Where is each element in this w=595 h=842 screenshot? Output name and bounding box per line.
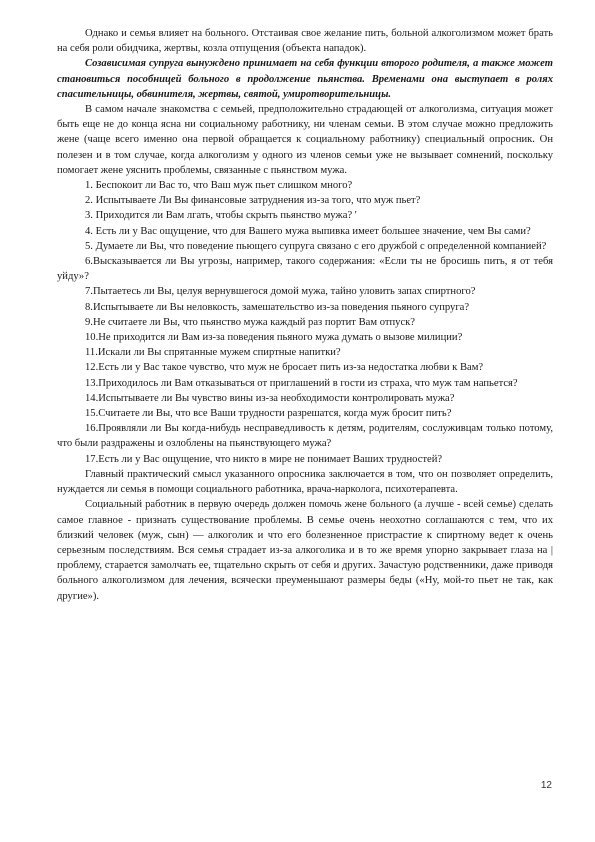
meaning-paragraph: Главный практический смысл указанного опросника заключается в том, что он позволяет определить, нуждается ли семья в помощи социального работника, врача-нарколога, психотерапевта. [57, 468, 553, 496]
question-item: 13.Приходилось ли Вам отказываться от приглашений в гости из страха, что муж там напьется? [85, 377, 518, 389]
question-item: 16.Проявляли ли Вы когда-нибудь несправедливость к детям, родителям, сослуживцам только потому, что были раздражены и озлоблены на пьянствующего мужа? [57, 423, 553, 450]
question-item: 7.Пытаетесь ли Вы, целуя вернувшегося домой мужа, тайно уловить запах спиртного? [85, 286, 476, 298]
first-contact-paragraph: В самом начале знакомства с семьей, предположительно страдающей от алкоголизма, ситуация может быть еще не до конца ясна ни социальному работнику, ни членам семьи. В этом случае можно предложить жене (чаще всего именно она первой обращается к социальному работнику) специальный опросник. Он полезен и в том случае, когда алкоголизм у одного из членов семьи уже не вызывает сомнений, поскольку помогает жене уяснить проблемы, связанные с пьянством мужа. [57, 104, 553, 176]
question-item: 14.Испытываете ли Вы чувство вины из-за необходимости контролировать мужа? [85, 392, 455, 404]
question-item: 8.Испытываете ли Вы неловкость, замешательство из-за поведения пьяного супруга? [85, 301, 470, 313]
question-item: 2. Испытываете Ли Вы финансовые затруднения из-за того, что муж пьет? [85, 195, 421, 207]
question-item: 3. Приходится ли Вам лгать, чтобы скрыть пьянство мужа? ' [85, 210, 357, 222]
social-worker-paragraph: Социальный работник в первую очередь должен помочь жене больного (а лучше - всей семье) сделать самое главное - признать существование проблемы. В семье очень неохотно соглашаются с тем, что их близкий человек (муж, сын) — алкоголик и что его болезненное пристрастие к спиртному ведет к очень серьезным последствиям. Вся семья страдает из-за алкоголика и в то же время упорно закрывает глаза на |проблему, старается замолчать ее, тщательно скрыть от себя и других. Зачастую родственники, даже приводя больного алкоголизмом для лечения, всячески преуменьшают размеры беды («Ну, мой-то пьет не так, как другие»). [57, 499, 553, 602]
document-body [57, 26, 553, 604]
question-item: 9.Не считаете ли Вы, что пьянство мужа каждый раз портит Вам отпуск? [85, 316, 415, 328]
question-item: 17.Есть ли у Вас ощущение, что никто в мире не понимает Ваших трудностей? [85, 453, 443, 465]
page-number: 12 [540, 780, 552, 791]
intro-paragraph: Однако и семья влияет на больного. Отстаивая свое желание пить, больной алкоголизмом может брать на себя роли обидчика, жертвы, козла отпущения (объекта нападок). [57, 28, 553, 55]
question-item: 11.Искали ли Вы спрятанные мужем спиртные напитки? [85, 347, 341, 359]
question-item: 6.Высказывается ли Вы угрозы, например, такого содержания: «Если ты не бросишь пить, я от тебя уйду»? [57, 256, 553, 283]
question-item: 1. Беспокоит ли Вас то, что Ваш муж пьет слишком много? [85, 180, 353, 192]
question-item: 12.Есть ли у Вас такое чувство, что муж не бросает пить из-за недостатка любви к Вам? [85, 362, 484, 374]
question-item: 10.Не приходится ли Вам из-за поведения пьяного мужа думать о вызове милиции? [85, 332, 463, 344]
question-item: 5. Думаете ли Вы, что поведение пьющего супруга связано с его дружбой с определенной компанией? [85, 240, 547, 252]
question-item: 15.Считаете ли Вы, что все Ваши трудности разрешатся, когда муж бросит пить? [85, 408, 452, 420]
question-item: 4. Есть ли у Вас ощущение, что для Вашего мужа выпивка имеет большее значение, чем Вы сами? [85, 225, 531, 237]
codependent-paragraph: Созависимая супруга вынуждено принимает на себя функции второго родителя, а также может становиться пособницей больного в продолжение пьянства. Временами она выступает в ролях спасительницы, обвинителя, жертвы, святой, умиротворительницы. [57, 58, 553, 100]
